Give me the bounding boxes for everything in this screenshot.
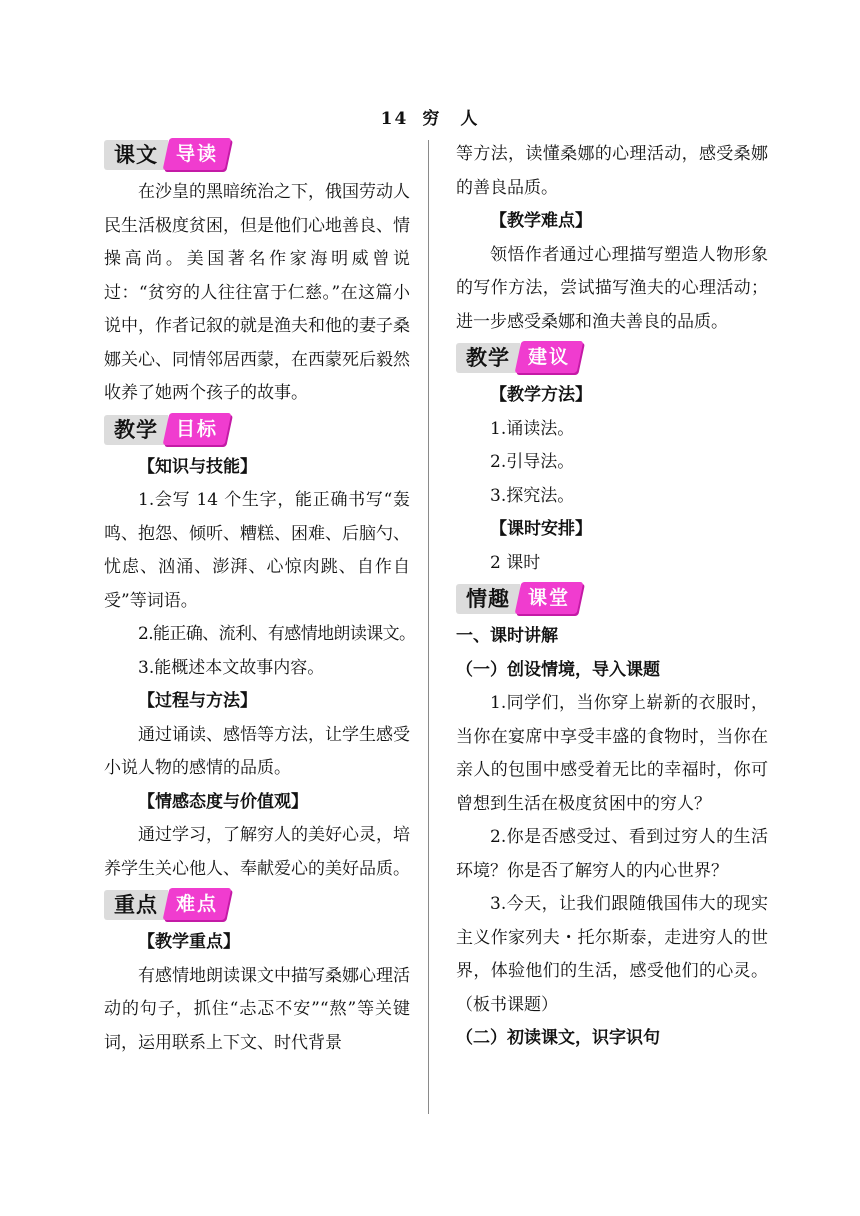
- subsection-heading: （一）创设情境，导入课题: [456, 659, 660, 680]
- method-item: 2.引导法。: [490, 452, 575, 472]
- column-divider: [428, 140, 429, 1114]
- goal-item: 2.能正确、流利、有感情地朗读课文。: [138, 624, 416, 644]
- heading-key-point: 【教学重点】: [138, 932, 240, 952]
- heading-knowledge: 【知识与技能】: [138, 456, 257, 477]
- badge-fun-classroom: [456, 582, 768, 616]
- lesson-paragraph: 3.今天，让我们跟随俄国伟大的现实主义作家列夫・托尔斯泰，走进穷人的世界，体验他们的生活，感受他们的心灵。（板书课题）: [456, 894, 768, 1015]
- lesson-paragraph: 2.你是否感受过、看到过穷人的生活环境？你是否了解穷人的内心世界？: [456, 827, 768, 881]
- right-column: [456, 138, 768, 1056]
- process-text: 通过诵读、感悟等方法，让学生感受小说人物的感情的品质。: [104, 724, 410, 778]
- intro-paragraph: 在沙皇的黑暗统治之下，俄国劳动人民生活极度贫困，但是他们心地善良、情操高尚。美国著名作家海明威曾说过：“贫穷的人往往富于仁慈。”在这篇小说中，作者记叙的就是渔夫和他的妻子桑娜关心、同情邻居西蒙，在西蒙死后毅然收养了她两个孩子的故事。: [104, 182, 410, 403]
- badge-teaching-advice: [456, 341, 768, 375]
- schedule-text: 2 课时: [490, 552, 541, 573]
- goal-item: 1.会写 14 个生字，能正确书写“轰鸣、抱怨、倾听、糟糕、困难、后脑勺、忧虑、汹涌、澎湃、心惊肉跳、自作自受”等词语。: [104, 490, 410, 611]
- goal-item: 3.能概述本文故事内容。: [138, 657, 325, 678]
- lesson-number: 14: [380, 109, 409, 129]
- heading-schedule: 【课时安排】: [490, 519, 592, 539]
- badge-label-pink: 课堂: [515, 582, 584, 614]
- method-item: 3.探究法。: [490, 485, 575, 506]
- difficult-point-text: 领悟作者通过心理描写塑造人物形象的写作方法，尝试描写渔夫的心理活动；进一步感受桑娜和渔夫善良的品质。: [456, 244, 768, 332]
- heading-method: 【教学方法】: [490, 385, 592, 405]
- left-column: [104, 138, 416, 1060]
- badge-label-pink: 建议: [515, 341, 584, 373]
- lesson-title: 穷 人: [422, 109, 480, 129]
- badge-text-guide: [104, 138, 410, 172]
- badge-label-pink: 难点: [163, 888, 232, 920]
- badge-label-gray: 重点: [104, 890, 168, 920]
- key-point-text: 有感情地朗读课文中描写桑娜心理活动的句子，抓住“忐忑不安”“熬”等关键词，运用联系上下文、时代背景: [104, 965, 410, 1053]
- key-point-continued: 等方法，读懂桑娜的心理活动，感受桑娜的善良品质。: [456, 144, 768, 198]
- subsection-heading: （二）初读课文，识字识句: [456, 1028, 660, 1048]
- heading-difficult-point: 【教学难点】: [490, 211, 592, 231]
- emotion-text: 通过学习，了解穷人的美好心灵，培养学生关心他人、奉献爱心的美好品质。: [104, 825, 410, 879]
- badge-label-gray: 教学: [456, 343, 520, 373]
- badge-label-pink: 导读: [163, 138, 232, 170]
- page-title: [0, 104, 860, 129]
- badge-key-difficult: [104, 888, 410, 922]
- section-heading: 一、课时讲解: [456, 626, 558, 646]
- badge-label-gray: 课文: [104, 140, 168, 170]
- heading-emotion: 【情感态度与价值观】: [138, 791, 308, 812]
- heading-process: 【过程与方法】: [138, 691, 257, 711]
- method-item: 1.诵读法。: [490, 418, 575, 439]
- badge-label-pink: 目标: [163, 413, 232, 445]
- badge-label-gray: 教学: [104, 415, 168, 445]
- lesson-paragraph: 1.同学们，当你穿上崭新的衣服时，当你在宴席中享受丰盛的食物时，当你在亲人的包围中感受着无比的幸福时，你可曾想到生活在极度贫困中的穷人？: [456, 693, 768, 814]
- badge-teaching-goals: [104, 413, 410, 447]
- badge-label-gray: 情趣: [456, 584, 520, 614]
